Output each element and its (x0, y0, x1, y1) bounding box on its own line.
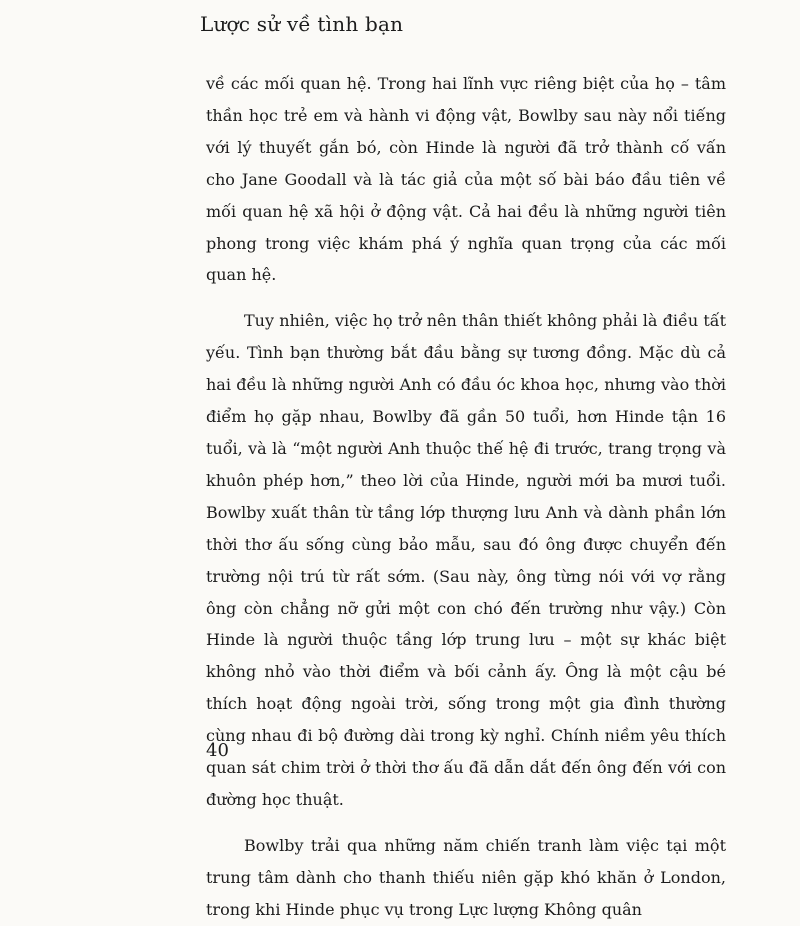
page-number: 40 (206, 740, 229, 761)
body-text (206, 68, 726, 926)
running-head-title: Lược sử về tình bạn (200, 12, 404, 36)
paragraph: Bowlby trải qua những năm chiến tranh làm việc tại một trung tâm dành cho thanh thiếu niên gặp khó khăn ở London, trong khi Hinde phục vụ trong Lực lượng Không quân (206, 835, 726, 919)
paragraph: Tuy nhiên, việc họ trở nên thân thiết không phải là điều tất yếu. Tình bạn thường bắt đầu bằng sự tương đồng. Mặc dù cả hai đều là những người Anh có đầu óc khoa học, nhưng vào thời điểm họ gặp nhau, Bowlby đã gần 50 tuổi, hơn Hinde tận 16 tuổi, và là “một người Anh thuộc thế hệ đi trước, trang trọng và khuôn phép hơn,” theo lời của Hinde, người mới ba mươi tuổi. Bowlby xuất thân từ tầng lớp thượng lưu Anh và dành phần lớn thời thơ ấu sống cùng bảo mẫu, sau đó ông được chuyển đến trường nội trú từ rất sớm. (Sau này, ông từng nói với vợ rằng ông còn chẳng nỡ gửi một con chó đến trường như vậy.) Còn Hinde là người thuộc tầng lớp trung lưu – một sự khác biệt không nhỏ vào thời điểm và bối cảnh ấy. Ông là một cậu bé thích hoạt động ngoài trời, sống trong một gia đình thường cùng nhau đi bộ đường dài trong kỳ nghỉ. Chính niềm yêu thích quan sát chim trời ở thời thơ ấu đã dẫn dắt đến ông đến với con đường học thuật. (206, 311, 726, 809)
paragraph: về các mối quan hệ. Trong hai lĩnh vực riêng biệt của họ – tâm thần học trẻ em và hành vi động vật, Bowlby sau này nổi tiếng với lý thuyết gắn bó, còn Hinde là người đã trở thành cố vấn cho Jane Goodall và là tác giả của một số bài báo đầu tiên về mối quan hệ xã hội ở động vật. Cả hai đều là những người tiên phong trong việc khám phá ý nghĩa quan trọng của các mối quan hệ. (206, 74, 726, 285)
